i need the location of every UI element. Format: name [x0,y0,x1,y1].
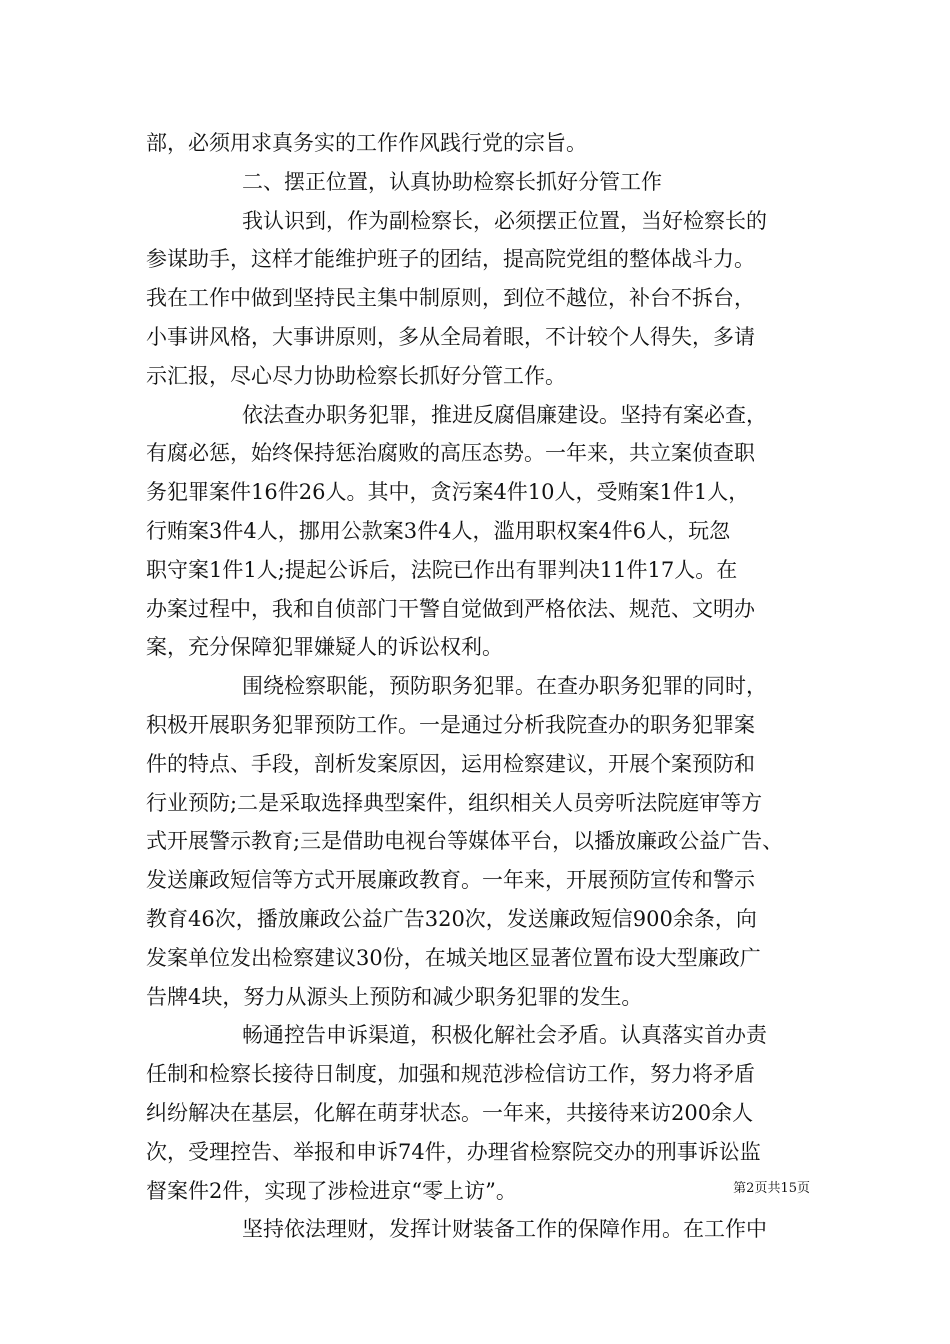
text-line: 务犯罪案件16件26人。其中，贪污案4件10人，受贿案1件1人， [146,480,750,505]
text-line: 次，受理控告、举报和申诉74件，办理省检察院交办的刑事诉讼监 [146,1139,761,1164]
text-line: 职守案1件1人;提起公诉后，法院已作出有罪判决11件17人。在 [146,557,738,582]
text-line: 纠纷解决在基层，化解在萌芽状态。一年来，共接待来访200余人 [146,1100,754,1125]
text-line: 督案件2件，实现了涉检进京“零上访”。 [146,1178,517,1203]
text-line: 教育46次，播放廉政公益广告320次，发送廉政短信900余条，向 [146,906,757,931]
text-line: 件的特点、手段，剖析发案原因，运用检察建议，开展个案预防和 [146,751,755,776]
section-heading: 二、摆正位置，认真协助检察长抓好分管工作 [242,169,662,194]
text-line: 参谋助手，这样才能维护班子的团结，提高院党组的整体战斗力。 [146,247,755,272]
text-line: 办案过程中，我和自侦部门干警自觉做到严格依法、规范、文明办 [146,596,755,621]
text-line: 发送廉政短信等方式开展廉政教育。一年来，开展预防宣传和警示 [146,868,755,893]
text-line: 我在工作中做到坚持民主集中制原则，到位不越位，补台不拆台， [146,286,755,311]
text-line: 围绕检察职能，预防职务犯罪。在查办职务犯罪的同时， [242,674,767,699]
text-line: 畅通控告申诉渠道，积极化解社会矛盾。认真落实首办责 [242,1023,767,1048]
page-number: 第2页共15页 [733,1181,810,1196]
body-text [146,124,810,1249]
text-line: 任制和检察长接待日制度，加强和规范涉检信访工作，努力将矛盾 [146,1062,755,1087]
text-line: 依法查办职务犯罪，推进反腐倡廉建设。坚持有案必查， [242,402,767,427]
text-line: 有腐必惩，始终保持惩治腐败的高压态势。一年来，共立案侦查职 [146,441,755,466]
text-line: 部，必须用求真务实的工作作风践行党的宗旨。 [146,131,587,155]
text-line: 式开展警示教育;三是借助电视台等媒体平台，以播放廉政公益广告、 [146,829,784,854]
text-line: 积极开展职务犯罪预防工作。一是通过分析我院查办的职务犯罪案 [146,712,755,737]
text-line: 发案单位发出检察建议30份，在城关地区显著位置布设大型廉政广 [146,945,761,970]
text-line: 告牌4块，努力从源头上预防和减少职务犯罪的发生。 [146,984,643,1009]
text-line: 小事讲风格，大事讲原则，多从全局着眼，不计较个人得失，多请 [146,324,755,349]
text-line: 行贿案3件4人，挪用公款案3件4人，滥用职权案4件6人，玩忽 [146,518,731,543]
text-line: 示汇报，尽心尽力协助检察长抓好分管工作。 [146,363,566,388]
text-line: 坚持依法理财，发挥计财装备工作的保障作用。在工作中 [242,1217,767,1242]
text-line: 案，充分保障犯罪嫌疑人的诉讼权利。 [146,635,503,660]
text-line: 行业预防;二是采取选择典型案件，组织相关人员旁听法院庭审等方 [146,790,763,815]
text-line: 我认识到，作为副检察长，必须摆正位置，当好检察长的 [242,208,767,233]
